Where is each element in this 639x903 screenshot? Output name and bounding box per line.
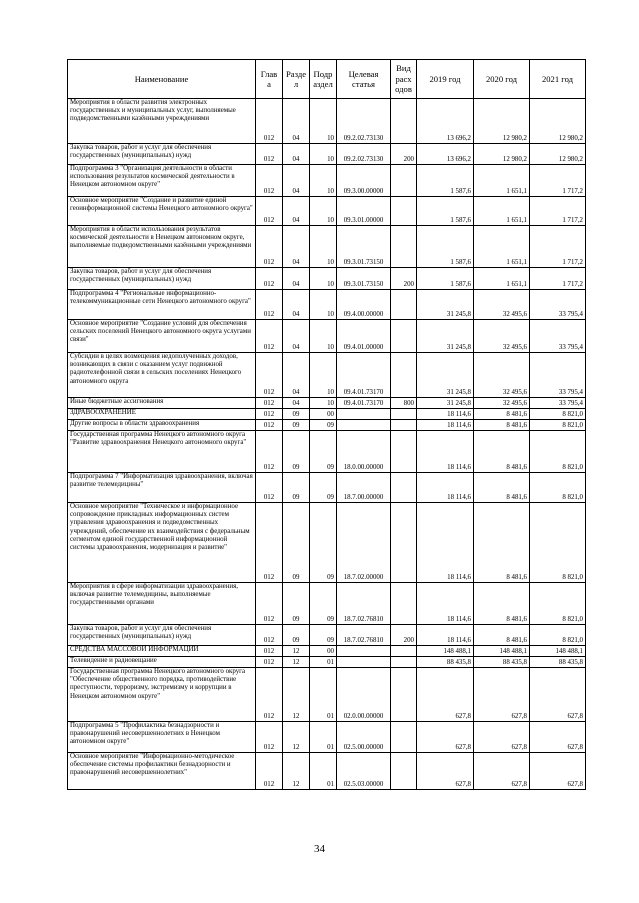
cell-2020: 12 980,2: [474, 99, 530, 144]
cell-2020: 32 495,6: [474, 398, 530, 409]
cell-2019: 1 587,6: [417, 165, 474, 197]
cell-section: 04: [283, 197, 310, 226]
cell-2020: 12 980,2: [474, 144, 530, 165]
cell-section: 04: [283, 320, 310, 353]
table-row: [68, 583, 586, 625]
cell-name: Подпрограмма 5 "Профилактика безнадзорности и правонарушений несовершеннолетних в Ненецком автономном округе": [68, 722, 256, 753]
cell-2021: 148 488,1: [530, 646, 586, 657]
cell-2019: 18 114,6: [417, 473, 474, 503]
cell-2020: 8 481,6: [474, 420, 530, 431]
cell-chapter: 012: [256, 668, 283, 722]
cell-name: Закупка товаров, работ и услуг для обеспечения государственных (муниципальных) нужд: [68, 144, 256, 165]
col-header-2019: 2019 год: [417, 60, 474, 99]
cell-2020: 8 481,6: [474, 431, 530, 473]
cell-target: 09.3.00.00000: [337, 165, 391, 197]
cell-2021: 88 435,8: [530, 657, 586, 668]
cell-subsection: 00: [310, 409, 337, 420]
table-row: [68, 398, 586, 409]
cell-name: Телевидение и радиовещание: [68, 657, 256, 668]
cell-2021: 8 821,0: [530, 503, 586, 583]
cell-section: 04: [283, 268, 310, 290]
table-row: [68, 144, 586, 165]
cell-section: 04: [283, 99, 310, 144]
cell-2020: 32 495,6: [474, 353, 530, 398]
cell-subsection: 10: [310, 165, 337, 197]
table-row: [68, 657, 586, 668]
col-header-2020: 2020 год: [474, 60, 530, 99]
cell-section: 09: [283, 503, 310, 583]
cell-target: 09.3.01.73150: [337, 226, 391, 268]
cell-target: [337, 420, 391, 431]
cell-2020: 8 481,6: [474, 503, 530, 583]
cell-expense-type: [391, 473, 417, 503]
cell-name: Мероприятия в области развития электронных государственных и муниципальных услуг, выполняемые подведомственными казёнными учреждениями: [68, 99, 256, 144]
cell-target: [337, 657, 391, 668]
cell-2021: 12 980,2: [530, 144, 586, 165]
cell-chapter: 012: [256, 197, 283, 226]
cell-target: 09.2.02.73130: [337, 99, 391, 144]
cell-subsection: 01: [310, 722, 337, 753]
table-row: [68, 165, 586, 197]
cell-2020: 1 651,1: [474, 268, 530, 290]
col-header-section: Разде л: [283, 60, 310, 99]
cell-name: СРЕДСТВА МАССОВОЙ ИНФОРМАЦИИ: [68, 646, 256, 657]
col-header-subsection: Подр аздел: [310, 60, 337, 99]
cell-section: 04: [283, 144, 310, 165]
cell-section: 04: [283, 165, 310, 197]
cell-2021: 8 821,0: [530, 625, 586, 646]
table-row: [68, 431, 586, 473]
cell-2020: 32 495,6: [474, 290, 530, 320]
cell-chapter: 012: [256, 657, 283, 668]
cell-chapter: 012: [256, 290, 283, 320]
cell-subsection: 09: [310, 431, 337, 473]
cell-name: Основное мероприятие "Информационно-методическое обеспечение системы профилактики безнадзорности и правонарушений несовершеннолетних": [68, 753, 256, 790]
col-header-target: Целевая статья: [337, 60, 391, 99]
cell-target: 09.2.02.73130: [337, 144, 391, 165]
table-body: [68, 99, 586, 790]
cell-section: 12: [283, 657, 310, 668]
table-row: [68, 290, 586, 320]
cell-target: 09.4.01.73170: [337, 398, 391, 409]
cell-2019: 31 245,8: [417, 353, 474, 398]
cell-2020: 627,8: [474, 668, 530, 722]
cell-subsection: 10: [310, 144, 337, 165]
cell-2020: 1 651,1: [474, 165, 530, 197]
table-row: [68, 353, 586, 398]
cell-expense-type: 200: [391, 144, 417, 165]
cell-2020: 88 435,8: [474, 657, 530, 668]
cell-expense-type: [391, 409, 417, 420]
cell-chapter: 012: [256, 625, 283, 646]
cell-2019: 18 114,6: [417, 583, 474, 625]
cell-target: 09.4.01.73170: [337, 353, 391, 398]
cell-2020: 8 481,6: [474, 583, 530, 625]
cell-2020: 8 481,6: [474, 625, 530, 646]
cell-section: 12: [283, 668, 310, 722]
cell-name: Закупка товаров, работ и услуг для обеспечения государственных (муниципальных) нужд: [68, 268, 256, 290]
table-row: [68, 420, 586, 431]
cell-chapter: 012: [256, 165, 283, 197]
cell-target: 18.7.00.00000: [337, 473, 391, 503]
cell-section: 09: [283, 583, 310, 625]
cell-expense-type: [391, 722, 417, 753]
cell-name: Другие вопросы в области здравоохранения: [68, 420, 256, 431]
cell-2021: 8 821,0: [530, 420, 586, 431]
table-row: [68, 320, 586, 353]
cell-section: 09: [283, 473, 310, 503]
cell-section: 04: [283, 398, 310, 409]
table-row: [68, 268, 586, 290]
cell-target: 02.5.00.00000: [337, 722, 391, 753]
cell-2021: 33 795,4: [530, 320, 586, 353]
cell-expense-type: [391, 657, 417, 668]
table-row: [68, 646, 586, 657]
cell-2019: 13 696,2: [417, 144, 474, 165]
cell-subsection: 09: [310, 503, 337, 583]
cell-section: 09: [283, 409, 310, 420]
cell-name: Основное мероприятие "Создание условий для обеспечения сельских поселений Ненецкого автономного округа услугами связи": [68, 320, 256, 353]
col-header-2021: 2021 год: [530, 60, 586, 99]
cell-2019: 627,8: [417, 722, 474, 753]
page-number: 34: [314, 843, 325, 855]
table-row: [68, 668, 586, 722]
cell-expense-type: [391, 503, 417, 583]
cell-name: Основное мероприятие "Создание и развитие единой геоинформационной системы Ненецкого автономного округа": [68, 197, 256, 226]
cell-section: 12: [283, 722, 310, 753]
cell-2019: 31 245,8: [417, 320, 474, 353]
cell-expense-type: 200: [391, 625, 417, 646]
cell-2021: 8 821,0: [530, 409, 586, 420]
cell-chapter: 012: [256, 431, 283, 473]
cell-subsection: 09: [310, 583, 337, 625]
cell-chapter: 012: [256, 320, 283, 353]
table-row: [68, 99, 586, 144]
cell-2019: 1 587,6: [417, 268, 474, 290]
cell-2020: 627,8: [474, 722, 530, 753]
cell-target: 09.3.01.00000: [337, 197, 391, 226]
cell-section: 04: [283, 353, 310, 398]
cell-2020: 8 481,6: [474, 473, 530, 503]
table-row: [68, 753, 586, 790]
cell-name: Государственная программа Ненецкого автономного округа "Обеспечение общественного порядка, противодействие преступности, терроризму, экстремизму и коррупции в Ненецком автономном округе": [68, 668, 256, 722]
cell-2019: 18 114,6: [417, 420, 474, 431]
cell-subsection: 10: [310, 226, 337, 268]
cell-2019: 18 114,6: [417, 409, 474, 420]
cell-target: 18.0.00.00000: [337, 431, 391, 473]
cell-expense-type: [391, 583, 417, 625]
cell-section: 09: [283, 625, 310, 646]
cell-name: Подпрограмма 3 "Организация деятельности в области использования результатов космической деятельности в Ненецком автономном округе": [68, 165, 256, 197]
cell-subsection: 10: [310, 268, 337, 290]
cell-target: 18.7.02.76810: [337, 583, 391, 625]
table-row: [68, 503, 586, 583]
cell-2021: 627,8: [530, 753, 586, 790]
table-row: [68, 226, 586, 268]
cell-name: Подпрограмма 4 "Региональные информационно-телекоммуникационные сети Ненецкого автономного округа": [68, 290, 256, 320]
cell-name: Иные бюджетные ассигнования: [68, 398, 256, 409]
cell-name: Основное мероприятие "Техническое и информационное сопровождение прикладных информационных систем управления здравоохранения и подведомственных учреждений, обеспечение их взаимодействия с федеральным сегментом единой государственной информационной системы здравоохранения, модернизация и развитие": [68, 503, 256, 583]
cell-expense-type: [391, 226, 417, 268]
cell-subsection: 09: [310, 625, 337, 646]
cell-chapter: 012: [256, 268, 283, 290]
cell-chapter: 012: [256, 99, 283, 144]
cell-target: 02.0.00.00000: [337, 668, 391, 722]
cell-chapter: 012: [256, 420, 283, 431]
cell-chapter: 012: [256, 583, 283, 625]
cell-2019: 31 245,8: [417, 398, 474, 409]
cell-2021: 8 821,0: [530, 431, 586, 473]
cell-chapter: 012: [256, 646, 283, 657]
cell-2019: 1 587,6: [417, 197, 474, 226]
cell-chapter: 012: [256, 398, 283, 409]
cell-expense-type: [391, 646, 417, 657]
cell-2021: 33 795,4: [530, 398, 586, 409]
cell-target: 09.4.01.00000: [337, 320, 391, 353]
cell-expense-type: [391, 165, 417, 197]
col-header-chapter: Глав а: [256, 60, 283, 99]
cell-2021: 8 821,0: [530, 583, 586, 625]
cell-2020: 627,8: [474, 753, 530, 790]
cell-expense-type: 200: [391, 268, 417, 290]
table-row: [68, 722, 586, 753]
cell-2020: 1 651,1: [474, 197, 530, 226]
cell-name: Субсидии в целях возмещения недополученных доходов, возникающих в связи с оказанием услуг подвижной радиотелефонной связи в сельских поселениях Ненецкого автономного округа: [68, 353, 256, 398]
cell-2020: 1 651,1: [474, 226, 530, 268]
cell-target: [337, 409, 391, 420]
cell-target: 09.3.01.73150: [337, 268, 391, 290]
table-row: [68, 625, 586, 646]
cell-chapter: 012: [256, 503, 283, 583]
cell-expense-type: [391, 290, 417, 320]
cell-expense-type: [391, 431, 417, 473]
cell-2019: 148 488,1: [417, 646, 474, 657]
cell-2021: 627,8: [530, 668, 586, 722]
cell-subsection: 10: [310, 353, 337, 398]
cell-2019: 18 114,6: [417, 625, 474, 646]
cell-expense-type: 800: [391, 398, 417, 409]
cell-name: Мероприятия в сфере информатизации здравоохранения, включая развитие телемедицины, выполняемые государственными органами: [68, 583, 256, 625]
cell-section: 04: [283, 290, 310, 320]
cell-2020: 32 495,6: [474, 320, 530, 353]
cell-2021: 12 980,2: [530, 99, 586, 144]
cell-subsection: 00: [310, 646, 337, 657]
cell-2019: 88 435,8: [417, 657, 474, 668]
col-header-name: Наименование: [68, 60, 256, 99]
cell-2019: 18 114,6: [417, 503, 474, 583]
table-row: [68, 409, 586, 420]
cell-2021: 1 717,2: [530, 268, 586, 290]
cell-subsection: 10: [310, 320, 337, 353]
cell-2020: 8 481,6: [474, 409, 530, 420]
cell-section: 09: [283, 431, 310, 473]
cell-2021: 627,8: [530, 722, 586, 753]
cell-subsection: 10: [310, 197, 337, 226]
cell-section: 12: [283, 646, 310, 657]
cell-expense-type: [391, 420, 417, 431]
cell-target: [337, 646, 391, 657]
cell-chapter: 012: [256, 722, 283, 753]
cell-2019: 627,8: [417, 668, 474, 722]
cell-name: Подпрограмма 7 "Информатизация здравоохранения, включая развитие телемедицины": [68, 473, 256, 503]
cell-2019: 18 114,6: [417, 431, 474, 473]
cell-2021: 1 717,2: [530, 226, 586, 268]
cell-section: 09: [283, 420, 310, 431]
cell-chapter: 012: [256, 353, 283, 398]
cell-2021: 1 717,2: [530, 197, 586, 226]
cell-name: Закупка товаров, работ и услуг для обеспечения государственных (муниципальных) нужд: [68, 625, 256, 646]
cell-chapter: 012: [256, 753, 283, 790]
cell-2021: 1 717,2: [530, 165, 586, 197]
cell-expense-type: [391, 197, 417, 226]
cell-section: 12: [283, 753, 310, 790]
cell-expense-type: [391, 320, 417, 353]
cell-expense-type: [391, 99, 417, 144]
cell-name: ЗДРАВООХРАНЕНИЕ: [68, 409, 256, 420]
cell-subsection: 01: [310, 657, 337, 668]
cell-expense-type: [391, 353, 417, 398]
cell-2019: 31 245,8: [417, 290, 474, 320]
cell-2021: 33 795,4: [530, 290, 586, 320]
cell-name: Государственная программа Ненецкого автономного округа "Развитие здравоохранения Ненецкого автономного округа": [68, 431, 256, 473]
cell-subsection: 01: [310, 753, 337, 790]
cell-section: 04: [283, 226, 310, 268]
cell-2019: 627,8: [417, 753, 474, 790]
table-row: [68, 473, 586, 503]
col-header-expense-type: Вид расх одов: [391, 60, 417, 99]
cell-2019: 13 696,2: [417, 99, 474, 144]
cell-chapter: 012: [256, 473, 283, 503]
cell-chapter: 012: [256, 226, 283, 268]
cell-subsection: 10: [310, 398, 337, 409]
cell-2021: 8 821,0: [530, 473, 586, 503]
cell-expense-type: [391, 753, 417, 790]
cell-subsection: 10: [310, 290, 337, 320]
cell-2020: 148 488,1: [474, 646, 530, 657]
cell-name: Мероприятия в области использования результатов космической деятельности в Ненецком автономном округе, выполняемые подведомственными казёнными учреждениями: [68, 226, 256, 268]
cell-target: 18.7.02.00000: [337, 503, 391, 583]
cell-subsection: 09: [310, 473, 337, 503]
cell-target: 09.4.00.00000: [337, 290, 391, 320]
cell-subsection: 09: [310, 420, 337, 431]
table-header-row: [68, 60, 586, 99]
cell-target: 02.5.03.00000: [337, 753, 391, 790]
cell-expense-type: [391, 668, 417, 722]
budget-table: [67, 59, 586, 790]
cell-chapter: 012: [256, 144, 283, 165]
cell-subsection: 10: [310, 99, 337, 144]
cell-chapter: 012: [256, 409, 283, 420]
cell-subsection: 01: [310, 668, 337, 722]
cell-target: 18.7.02.76810: [337, 625, 391, 646]
cell-2021: 33 795,4: [530, 353, 586, 398]
cell-2019: 1 587,6: [417, 226, 474, 268]
table-row: [68, 197, 586, 226]
